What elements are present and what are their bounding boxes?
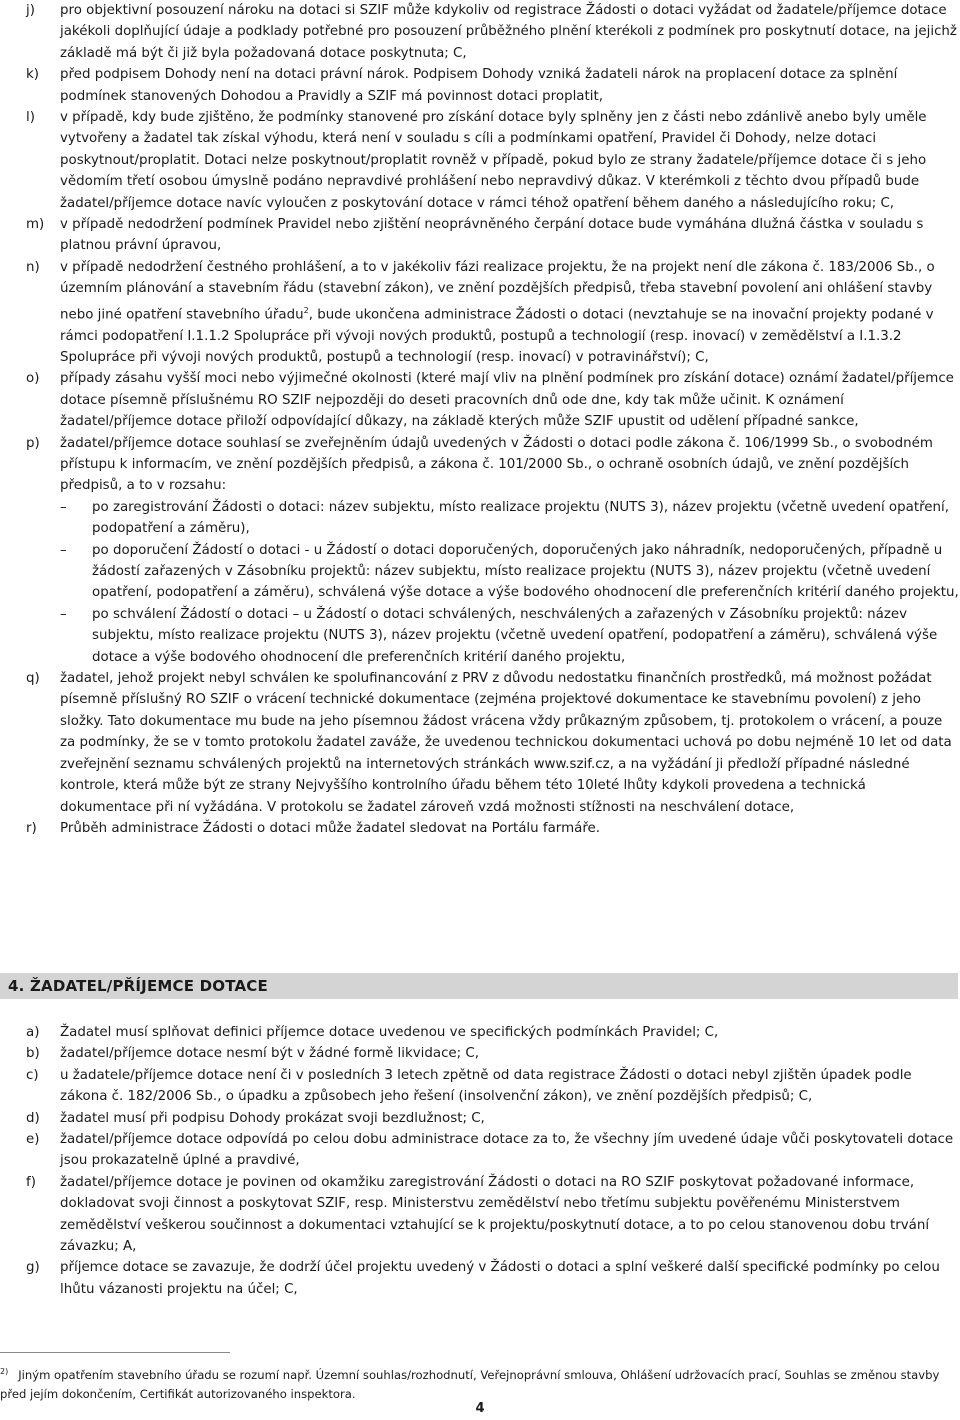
dash-bullet: – (60, 542, 67, 558)
item-text: žadatel musí při podpisu Dohody prokázat svoji bezdlužnost; C, (60, 1110, 485, 1126)
footnote-divider (0, 1352, 230, 1353)
item-label: k) (26, 67, 39, 83)
item-text: žadatel, jehož projekt nebyl schválen ke spolufinancování z PRV z důvodu nedostatku finančních prostředků, má možnost požádat písemně příslušný RO SZIF o vrácení technické dokumentace (zejména projektové dokumentace ke stavebnímu povolení) z jeho složky. Tato dokumentace mu bude na jeho písemnou žádost vrácena vždy průkazným způsobem, tj. protokolem o vrácení, a pouze za podmínky, že se v tomto protokolu žadatel zaváže, že uvedenou technickou dokumentaci uchová po dobu nejméně 10 let od data zveřejnění seznamu schválených projektů na internetových stránkách www.szif.cz, a na vyžádání ji předloží případné následné kontrole, která může být ze strany Nejvyššího kontrolního úřadu během této 10leté lhůty kdykoli provedena a technická dokumentace při ní vyžádána. V protokolu se žadatel zároveň vzdá možnosti stížnosti na neschválení dotace, (60, 671, 952, 815)
list-item-b (0, 1043, 960, 1064)
item-label: f) (26, 1174, 36, 1190)
footnote-mark: 2) (0, 1367, 9, 1376)
list-item-j (0, 0, 960, 64)
item-label: b) (26, 1046, 40, 1062)
item-text: žadatel/příjemce dotace souhlasí se zveřejněním údajů uvedených v Žádosti o dotaci podle zákona č. 106/1999 Sb., o svobodném přístupu k informacím, ve znění pozdějších předpisů, a zákona č. 101/2000 Sb., o ochraně osobních údajů, ve znění pozdějších předpisů, a to v rozsahu: (60, 435, 933, 494)
item-label: n) (26, 259, 40, 275)
item-label: r) (26, 820, 37, 836)
item-text: u žadatele/příjemce dotace není či v posledních 3 letech zpětně od data registrace Žádosti o dotaci nebyl zjištěn úpadek podle zákona č. 182/2006 Sb., o úpadku a způsobech jeho řešení (insolvenční zákon), ve znění pozdějších předpisů; C, (60, 1067, 912, 1105)
item-text: v případě nedodržení podmínek Pravidel nebo zjištění neoprávněného čerpání dotace bude vymáhána dlužná částka v souladu s platnou právní úpravou, (60, 217, 924, 254)
list-item-n (0, 257, 960, 369)
sub-list-item (60, 604, 960, 668)
page-number: 4 (475, 1401, 485, 1416)
footnote-text: Jiným opatřením stavebního úřadu se rozumí např. Územní souhlas/rozhodnutí, Veřejnoprávní smlouva, Ohlášení udržovacích prací, Souhlas se změnou stavby před jejím dokončením, Certifikát autorizovaného inspektora. (0, 1367, 940, 1401)
item-label: g) (26, 1260, 40, 1276)
section-heading: 4. ŽADATEL/PŘÍJEMCE DOTACE (8, 977, 268, 995)
sub-list-item (60, 497, 960, 540)
item-text: Průběh administrace Žádosti o dotaci může žadatel sledovat na Portálu farmáře. (60, 820, 601, 836)
item-text: žadatel/příjemce dotace je povinen od okamžiku zaregistrování Žádosti o dotaci na RO SZIF poskytovat požadované informace, dokladovat svoji činnost a poskytovat SZIF, resp. Ministerstvu zemědělství nebo třetímu subjektu pověřenému Ministerstvem zemědělství veškerou součinnost a dokumentaci vztahující se k projektu/poskytnutí dotace, a to po celou stanovenou dobu trvání závazku; A, (60, 1174, 930, 1255)
item-text: v případě, kdy bude zjištěno, že podmínky stanovené pro získání dotace byly splněny jen z části nebo zdánlivě anebo byly uměle vytvořeny a žadatel tak získal výhodu, která není v souladu s cíli a podmínkami opatření, Pravidel či Dohody, nelze dotaci poskytnout/proplatit. Dotaci nelze poskytnout/proplatit rovněž v případě, pokud bylo ze strany žadatele/příjemce dotace či s jeho vědomím třetí osobou úmyslně podáno nepravdivé prohlášení nebo nepravdivý důkaz. V kterémkoli z těchto dvou případů bude žadatel/příjemce dotace navíc vyloučen z poskytování dotace v rámci téhož opatření během daného a následujícího roku; C, (60, 110, 927, 211)
list-item-k (0, 64, 960, 107)
item-label: m) (26, 217, 45, 233)
list-item-e (0, 1129, 960, 1172)
list-item-l (0, 107, 960, 214)
item-text: v případě nedodržení čestného prohlášení, a to v jakékoliv fázi realizace projektu, že na projekt není dle zákona č. 183/2006 Sb., o územním plánování a stavebním řádu (stavební zákon), ve znění pozdějších předpisů, třeba stavební povolení ani ohlášení stavby nebo jiné opatření stavebního úřadu (60, 259, 935, 323)
item-text: případy zásahu vyšší moci nebo výjimečné okolnosti (které mají vliv na plnění podmínek pro získání dotace) oznámí žadatel/příjemce dotace písemně příslušnému RO SZIF nejpozději do deseti pracovních dnů ode dne, kdy tak může učinit. K oznámení žadatel/příjemce dotace přiloží odpovídající důkazy, na základě kterých může SZIF upustit od udělení případné sankce, (60, 371, 954, 430)
list-item-f (0, 1172, 960, 1258)
item-text: před podpisem Dohody není na dotaci právní nárok. Podpisem Dohody vzniká žadateli nárok na proplacení dotace za splnění podmínek stanovených Dohodou a Pravidly a SZIF má povinnost dotaci proplatit, (60, 67, 898, 104)
item-text: Žadatel musí splňovat definici příjemce dotace uvedenou ve specifických podmínkách Pravidel; C, (60, 1025, 719, 1040)
item-label: q) (26, 671, 40, 687)
item-label: c) (26, 1067, 39, 1083)
list-item-c (0, 1065, 960, 1108)
item-label: d) (26, 1110, 40, 1126)
list-item-a (0, 1022, 960, 1043)
footnote (0, 1362, 958, 1404)
item-label: l) (26, 110, 35, 126)
section-heading-bar (0, 973, 958, 999)
item-label: j) (26, 3, 35, 18)
list-item-o (0, 368, 960, 432)
list-item-g (0, 1257, 960, 1300)
list-item-q (0, 668, 960, 818)
sub-item-text: po zaregistrování Žádosti o dotaci: název subjektu, místo realizace projektu (NUTS 3), název projektu (včetně uvedení opatření, podopatření a záměru), (92, 499, 949, 537)
list-item-p (0, 433, 960, 668)
disclosure-scope-list (60, 497, 960, 668)
footnote-ref: 2 (303, 305, 309, 315)
item-label: o) (26, 371, 40, 387)
sub-list-item (60, 540, 960, 604)
dash-bullet: – (60, 606, 67, 622)
applicant-conditions-list (0, 1022, 960, 1300)
list-item-r (0, 818, 960, 839)
item-label: a) (26, 1025, 40, 1040)
sub-item-text: po schválení Žádostí o dotaci – u Žádostí o dotaci schválených, neschválených a zařazených v Zásobníku projektů: název subjektu, místo realizace projektu (NUTS 3), název projektu (včetně uvedení opatření, podopatření a záměru), schválená výše dotace a výše bodového ohodnocení dle preferenčních kritérií daného projektu, (92, 606, 938, 665)
sub-item-text: po doporučení Žádostí o dotaci - u Žádostí o dotaci doporučených, doporučených jako náhradník, nedoporučených, případně u žádostí zařazených v Zásobníku projektů: název subjektu, místo realizace projektu (NUTS 3), název projektu (včetně uvedení opatření, podopatření a záměru), schválená výše dotace a výše bodového ohodnocení dle preferenčních kritérií daného projektu, (92, 542, 959, 601)
item-text: příjemce dotace se zavazuje, že dodrží účel projektu uvedený v Žádosti o dotaci a splní veškeré další specifické podmínky po celou lhůtu vázanosti projektu na účel; C, (60, 1260, 940, 1297)
item-text-cont: , bude ukončena administrace Žádosti o dotaci (nevztahuje se na inovační projekty podané v rámci podopatření I.1.1.2 Spolupráce při vývoji nových produktů, postupů a technologií (resp. inovací) v zemědělství a I.1.3.2 Spolupráce při vývoji nových produktů, postupů a technologií (resp. inovací) v potravinářství); C, (60, 307, 934, 365)
list-item-d (0, 1108, 960, 1129)
list-item-m (0, 214, 960, 257)
item-text: žadatel/příjemce dotace nesmí být v žádné formě likvidace; C, (60, 1046, 480, 1062)
item-label: e) (26, 1132, 40, 1148)
item-text: pro objektivní posouzení nároku na dotaci si SZIF může kdykoliv od registrace Žádosti o dotaci vyžádat od žadatele/příjemce dotace jakékoli doplňující údaje a podklady potřebné pro posouzení průběžného plnění kterékoli z podmínek pro poskytnutí dotace, na jejichž základě má být či již byla požadovaná dotace poskytnuta; C, (60, 3, 957, 61)
dash-bullet: – (60, 499, 67, 515)
item-text: žadatel/příjemce dotace odpovídá po celou dobu administrace dotace za to, že všechny jím uvedené údaje vůči poskytovateli dotace jsou prokazatelně úplné a pravdivé, (60, 1132, 954, 1169)
item-label: p) (26, 435, 40, 451)
